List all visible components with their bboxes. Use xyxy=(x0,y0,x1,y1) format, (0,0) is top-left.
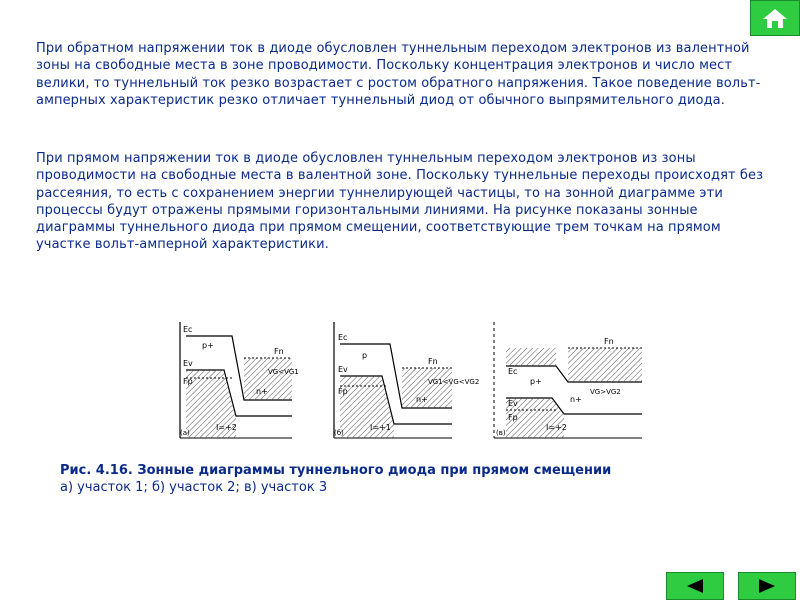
home-button[interactable] xyxy=(750,0,800,36)
caption-title: Рис. 4.16. Зонные диаграммы туннельного диода при прямом смещении xyxy=(60,463,612,478)
arrow-right-icon xyxy=(757,578,777,594)
previous-slide-button[interactable] xyxy=(666,572,724,600)
label-current-c: I=+2 xyxy=(546,423,567,432)
label-n-a: n+ xyxy=(256,387,268,396)
band-diagram-b xyxy=(334,322,479,438)
label-p-a: p+ xyxy=(202,341,214,350)
caption-subtitle: а) участок 1; б) участок 2; в) участок 3 xyxy=(60,480,328,495)
label-fn-a: Fn xyxy=(274,347,284,356)
band-diagrams-svg xyxy=(172,318,652,446)
paragraph-forward-bias: При прямом напряжении ток в диоде обусловлен туннельным переходом электронов из зоны проводимости на свободные места в валентной зоне. Поскольку туннельные переходы происходят без рассеяния, то есть с сохранением энергии туннелирующей частицы, то на зонной диаграмме эти процессы будут отражены прямыми горизонтальными линиями. На рисунке показаны зонные диаграммы туннельного диода при прямом смещении, соответствующие трем точкам на прямом участке вольт-амперной характеристики. xyxy=(36,151,764,253)
figure-caption xyxy=(60,462,760,496)
label-voltage-a: VG<VG1 xyxy=(268,368,299,376)
label-fn-c: Fn xyxy=(604,337,614,346)
band-diagram-c xyxy=(494,322,642,438)
label-voltage-c: VG>VG2 xyxy=(590,388,621,396)
label-n-c: n+ xyxy=(570,395,582,404)
label-ev-c: Ev xyxy=(508,399,518,408)
label-fn-b: Fn xyxy=(428,357,438,366)
label-fp-c: Fp xyxy=(508,413,518,422)
label-ev-b: Ev xyxy=(338,365,348,374)
label-panel-a: (a) xyxy=(180,429,190,437)
band-diagram-a xyxy=(180,322,299,438)
paragraph-reverse-bias: При обратном напряжении ток в диоде обусловлен туннельным переходом электронов из валентной зоны на свободные места в зоне проводимости. Поскольку концентрация электронов и число мест велики, то туннельный ток резко возрастает с ростом обратного напряжения. Такое поведение вольт-амперных характеристик резко отличает туннельный диод от обычного выпрямительного диода. xyxy=(36,41,761,108)
label-fp-b: Fp xyxy=(338,387,348,396)
label-p-c: p+ xyxy=(530,377,542,386)
arrow-left-icon xyxy=(685,578,705,594)
label-ev-a: Ev xyxy=(183,359,193,368)
label-fp-a: Fp xyxy=(183,377,193,386)
label-ec-c: Ec xyxy=(508,367,518,376)
label-ec-a: Ec xyxy=(183,325,193,334)
next-slide-button[interactable] xyxy=(738,572,796,600)
label-current-a: I=+2 xyxy=(216,423,237,432)
home-icon xyxy=(762,7,788,29)
label-n-b: n+ xyxy=(416,395,428,404)
label-current-b: I=+1 xyxy=(370,423,391,432)
label-p-b: p xyxy=(362,351,368,360)
label-ec-b: Ec xyxy=(338,333,348,342)
label-panel-c: (в) xyxy=(496,429,506,437)
label-voltage-b: VG1<VG<VG2 xyxy=(428,378,480,386)
band-diagrams-figure xyxy=(172,318,652,446)
label-panel-b: (б) xyxy=(334,429,344,437)
